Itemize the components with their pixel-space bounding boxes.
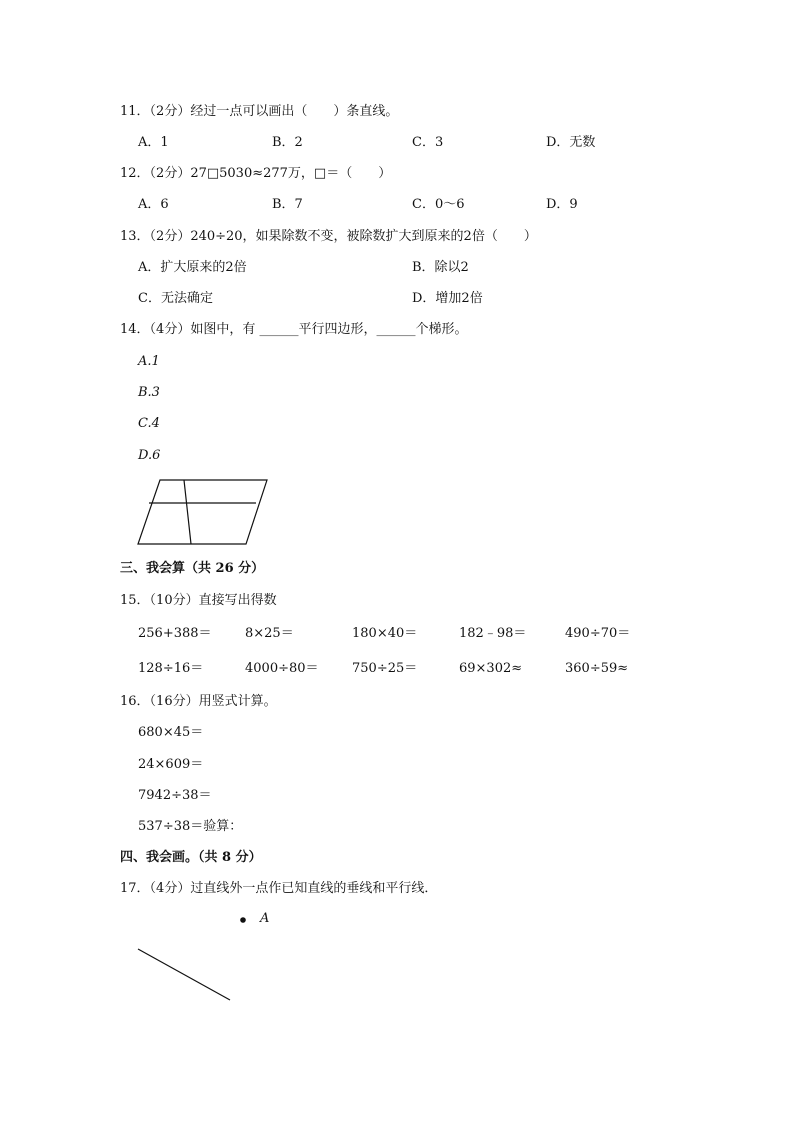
q11-stem: 11．（2分）经过一点可以画出（ ）条直线。 bbox=[120, 104, 399, 119]
section-4-title: 四、我会画。（共 8 分） bbox=[120, 850, 262, 865]
q11-option-d[interactable]: D．无数 bbox=[546, 135, 596, 150]
q16-item-4: 537÷38＝验算： bbox=[138, 819, 243, 834]
q12-option-d[interactable]: D．9 bbox=[546, 197, 578, 212]
q15-r2-c4: 69×302≈ bbox=[459, 661, 523, 676]
q12-stem: 12．（2分）27□5030≈277万，□＝（ ） bbox=[120, 166, 392, 181]
q13-option-a[interactable]: A．扩大原来的2倍 bbox=[138, 260, 247, 275]
point-a-dot bbox=[240, 917, 246, 923]
q16-stem: 16．（16分）用竖式计算。 bbox=[120, 694, 277, 709]
q16-item-3: 7942÷38＝ bbox=[138, 788, 212, 803]
q13-option-d[interactable]: D．增加2倍 bbox=[412, 291, 483, 306]
q15-stem: 15．（10分）直接写出得数 bbox=[120, 593, 277, 608]
q12-option-b[interactable]: B．7 bbox=[272, 197, 303, 212]
q15-r1-c3: 180×40＝ bbox=[352, 626, 418, 641]
q11-option-b[interactable]: B．2 bbox=[272, 135, 303, 150]
q15-r1-c1: 256+388＝ bbox=[138, 626, 212, 641]
q14-option-d[interactable]: D.6 bbox=[138, 448, 161, 463]
q14-option-c[interactable]: C.4 bbox=[138, 416, 160, 431]
q16-item-2: 24×609＝ bbox=[138, 757, 204, 772]
q16-item-1: 680×45＝ bbox=[138, 725, 204, 740]
q15-r1-c2: 8×25＝ bbox=[245, 626, 294, 641]
q11-option-c[interactable]: C．3 bbox=[412, 135, 444, 150]
q12-option-a[interactable]: A．6 bbox=[138, 197, 169, 212]
q12-option-c[interactable]: C．0～6 bbox=[412, 197, 465, 212]
q13-option-c[interactable]: C．无法确定 bbox=[138, 291, 213, 306]
q15-r1-c4: 182﹣98＝ bbox=[459, 626, 527, 641]
q15-r1-c5: 490÷70＝ bbox=[565, 626, 631, 641]
given-line bbox=[138, 949, 230, 1000]
q13-option-b[interactable]: B．除以2 bbox=[412, 260, 469, 275]
q15-r2-c1: 128÷16＝ bbox=[138, 661, 204, 676]
section-3-title: 三、我会算（共 26 分） bbox=[120, 561, 265, 576]
q17-stem: 17．（4分）过直线外一点作已知直线的垂线和平行线． bbox=[120, 881, 438, 896]
q11-option-a[interactable]: A．1 bbox=[138, 135, 169, 150]
q13-stem: 13．（2分）240÷20，如果除数不变，被除数扩大到原来的2倍（ ） bbox=[120, 229, 537, 244]
vertical-divider bbox=[184, 480, 191, 544]
q14-stem: 14．（4分）如图中，有 ______平行四边形，______个梯形。 bbox=[120, 322, 468, 337]
q14-option-a[interactable]: A.1 bbox=[138, 354, 160, 369]
q14-option-b[interactable]: B.3 bbox=[138, 385, 160, 400]
q15-r2-c2: 4000÷80＝ bbox=[245, 661, 319, 676]
point-a-label: A bbox=[260, 911, 270, 926]
parallelogram-outline bbox=[138, 480, 267, 544]
q15-r2-c5: 360÷59≈ bbox=[565, 661, 629, 676]
q14-figure bbox=[138, 480, 267, 544]
q15-r2-c3: 750÷25＝ bbox=[352, 661, 418, 676]
